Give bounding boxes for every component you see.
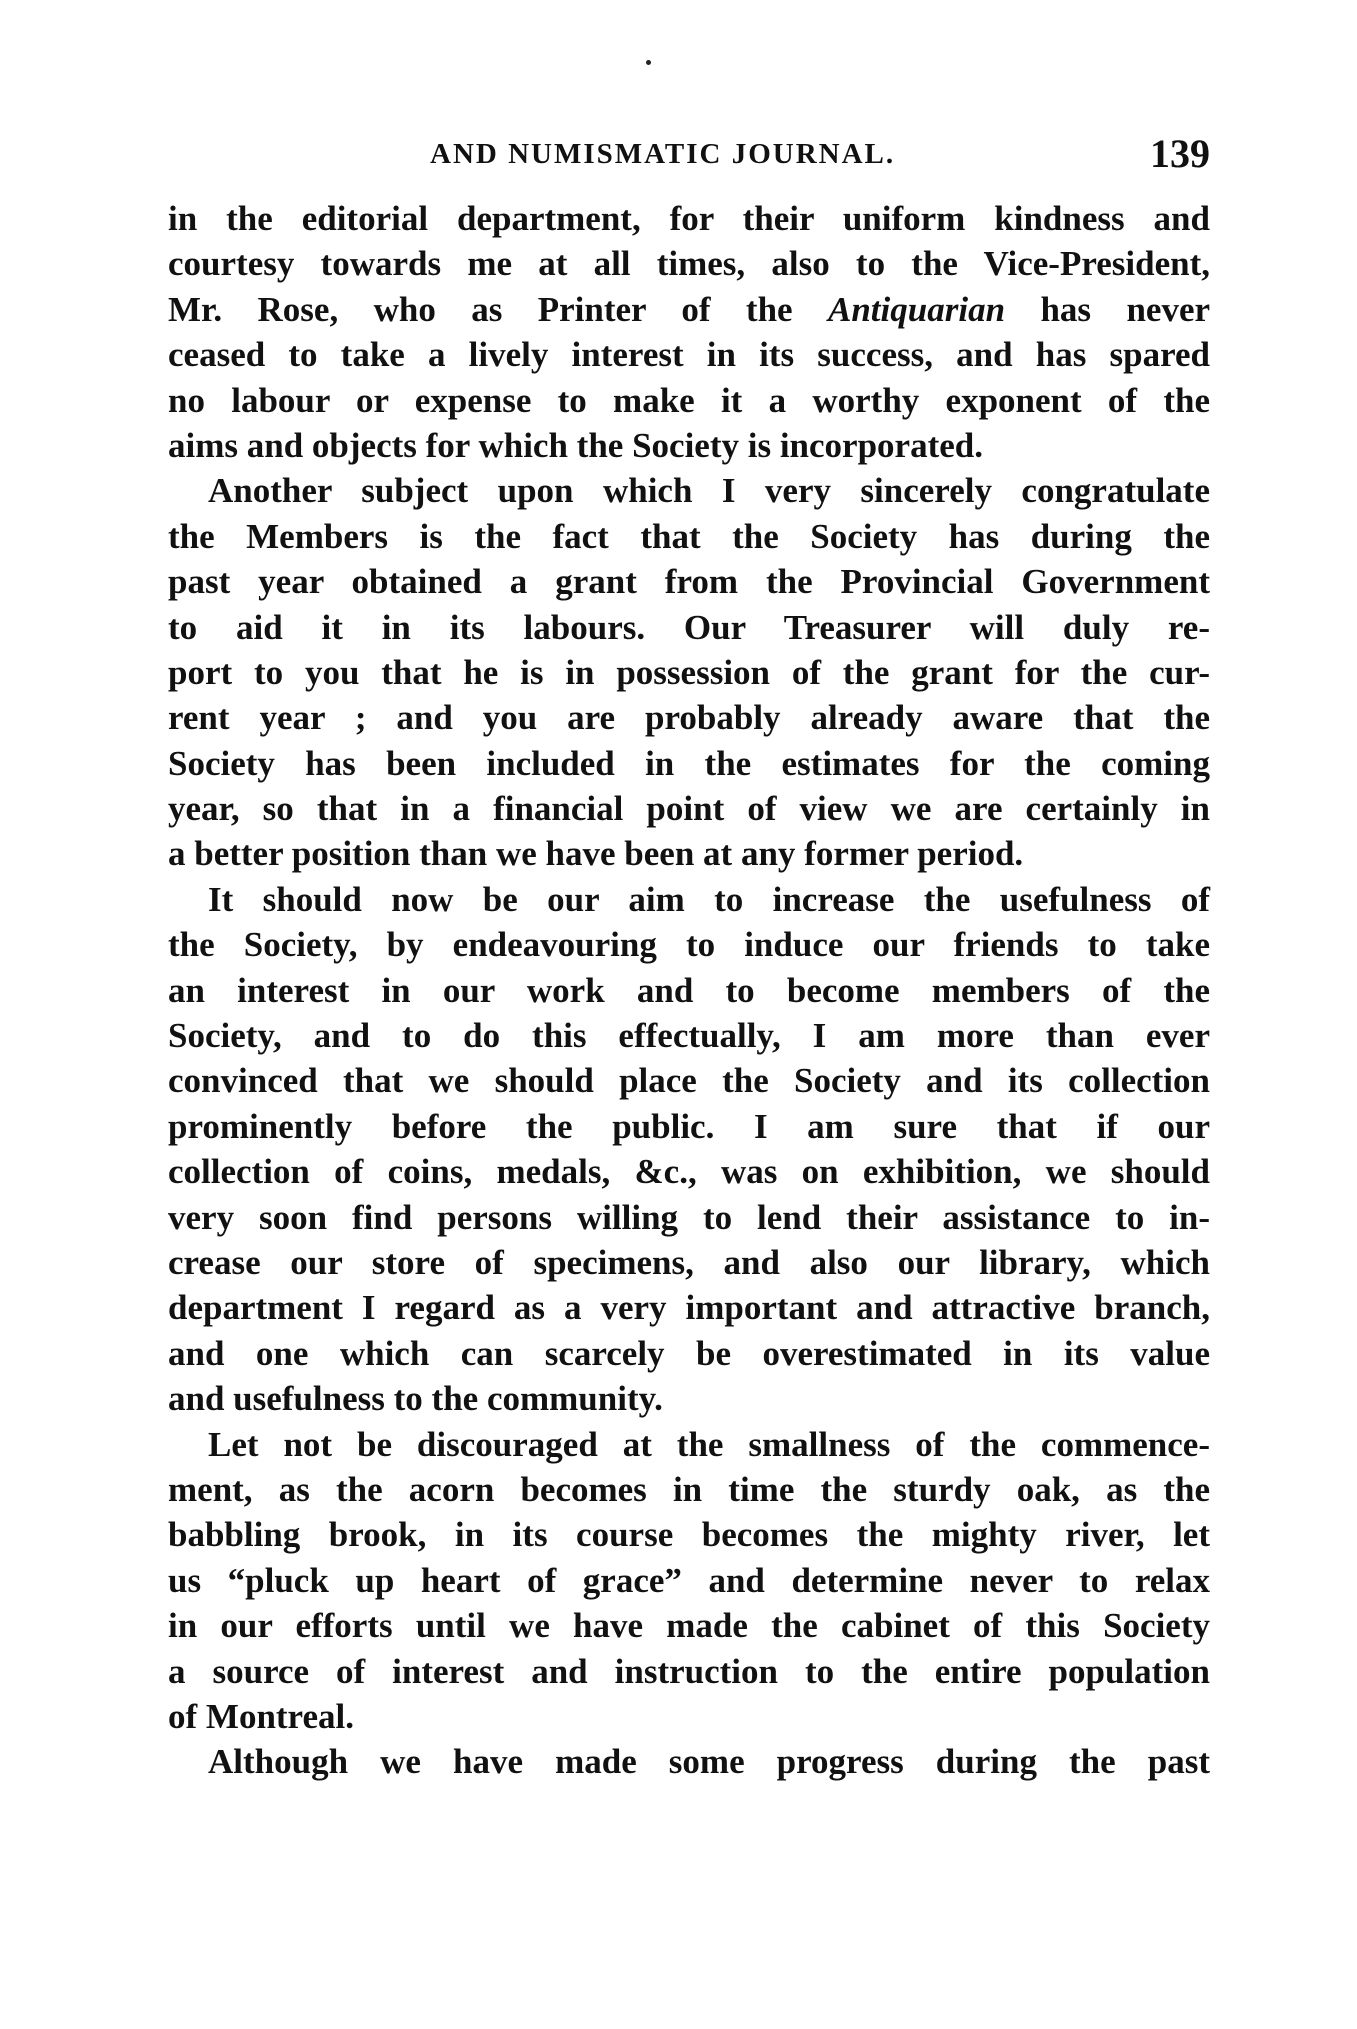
text-line: to aid it in its labours. Our Treasurer will duly re- [168,607,1210,647]
text-line: in our efforts until we have made the cabinet of this Society [168,1606,1210,1646]
text-line: an interest in our work and to become members of the [168,970,1210,1010]
running-header [170,128,1210,188]
text-line: a better position than we have been at any former period. [168,834,1024,874]
text-line: very soon find persons willing to lend their assistance to in- [168,1197,1210,1237]
text-line: port to you that he is in possession of the grant for the cur- [168,652,1210,692]
print-speck [646,60,651,65]
text-line: collection of coins, medals, &c., was on exhibition, we should [168,1152,1210,1192]
text-line: Society, and to do this effectually, I am more than ever [168,1016,1210,1056]
text-line: Let not be discouraged at the smallness of the commence- [208,1424,1210,1464]
text-line: ceased to take a lively interest in its success, and has spared [168,335,1210,375]
text-line: prominently before the public. I am sure that if our [168,1106,1210,1146]
text-line: Another subject upon which I very sincerely congratulate [208,471,1210,511]
text-line: courtesy towards me at all times, also to the Vice-President, [168,244,1210,284]
text-line: us “pluck up heart of grace” and determine never to relax [168,1560,1210,1600]
text-line: past year obtained a grant from the Provincial Government [168,562,1210,602]
text-line: Society has been included in the estimates for the coming [168,743,1210,783]
text-line: and usefulness to the community. [168,1379,663,1419]
text-line: department I regard as a very important and attractive branch, [168,1288,1210,1328]
italic-title: Antiquarian [828,289,1006,329]
text-line: ment, as the acorn becomes in time the sturdy oak, as the [168,1469,1210,1509]
running-title: AND NUMISMATIC JOURNAL. [430,138,896,170]
text-line: babbling brook, in its course becomes the mighty river, let [168,1515,1210,1555]
text-line: a source of interest and instruction to the entire population [168,1651,1210,1691]
text-line: and one which can scarcely be overestimated in its value [168,1333,1210,1373]
text-line: in the editorial department, for their uniform kindness and [168,199,1210,238]
text-line: no labour or expense to make it a worthy exponent of the [168,380,1210,420]
text-line: the Members is the fact that the Society has during the [168,516,1210,556]
text-line: convinced that we should place the Society and its collection [168,1061,1210,1101]
text-line: the Society, by endeavouring to induce our friends to take [168,925,1210,965]
text-line: Although we have made some progress during the past [208,1742,1210,1782]
text-line: It should now be our aim to increase the usefulness of [208,879,1210,919]
page-number: 139 [1150,131,1210,176]
text-line: aims and objects for which the Society is incorporated. [168,425,983,465]
text-line: rent year ; and you are probably already aware that the [168,698,1210,738]
body-text [168,196,1210,1785]
text-line: of Montreal. [168,1696,354,1736]
text-line: crease our store of specimens, and also our library, which [168,1242,1210,1282]
text-line: year, so that in a financial point of view we are certainly in [168,789,1210,829]
text-line: Mr. Rose, who as Printer of the Antiquarian has never [168,289,1211,329]
